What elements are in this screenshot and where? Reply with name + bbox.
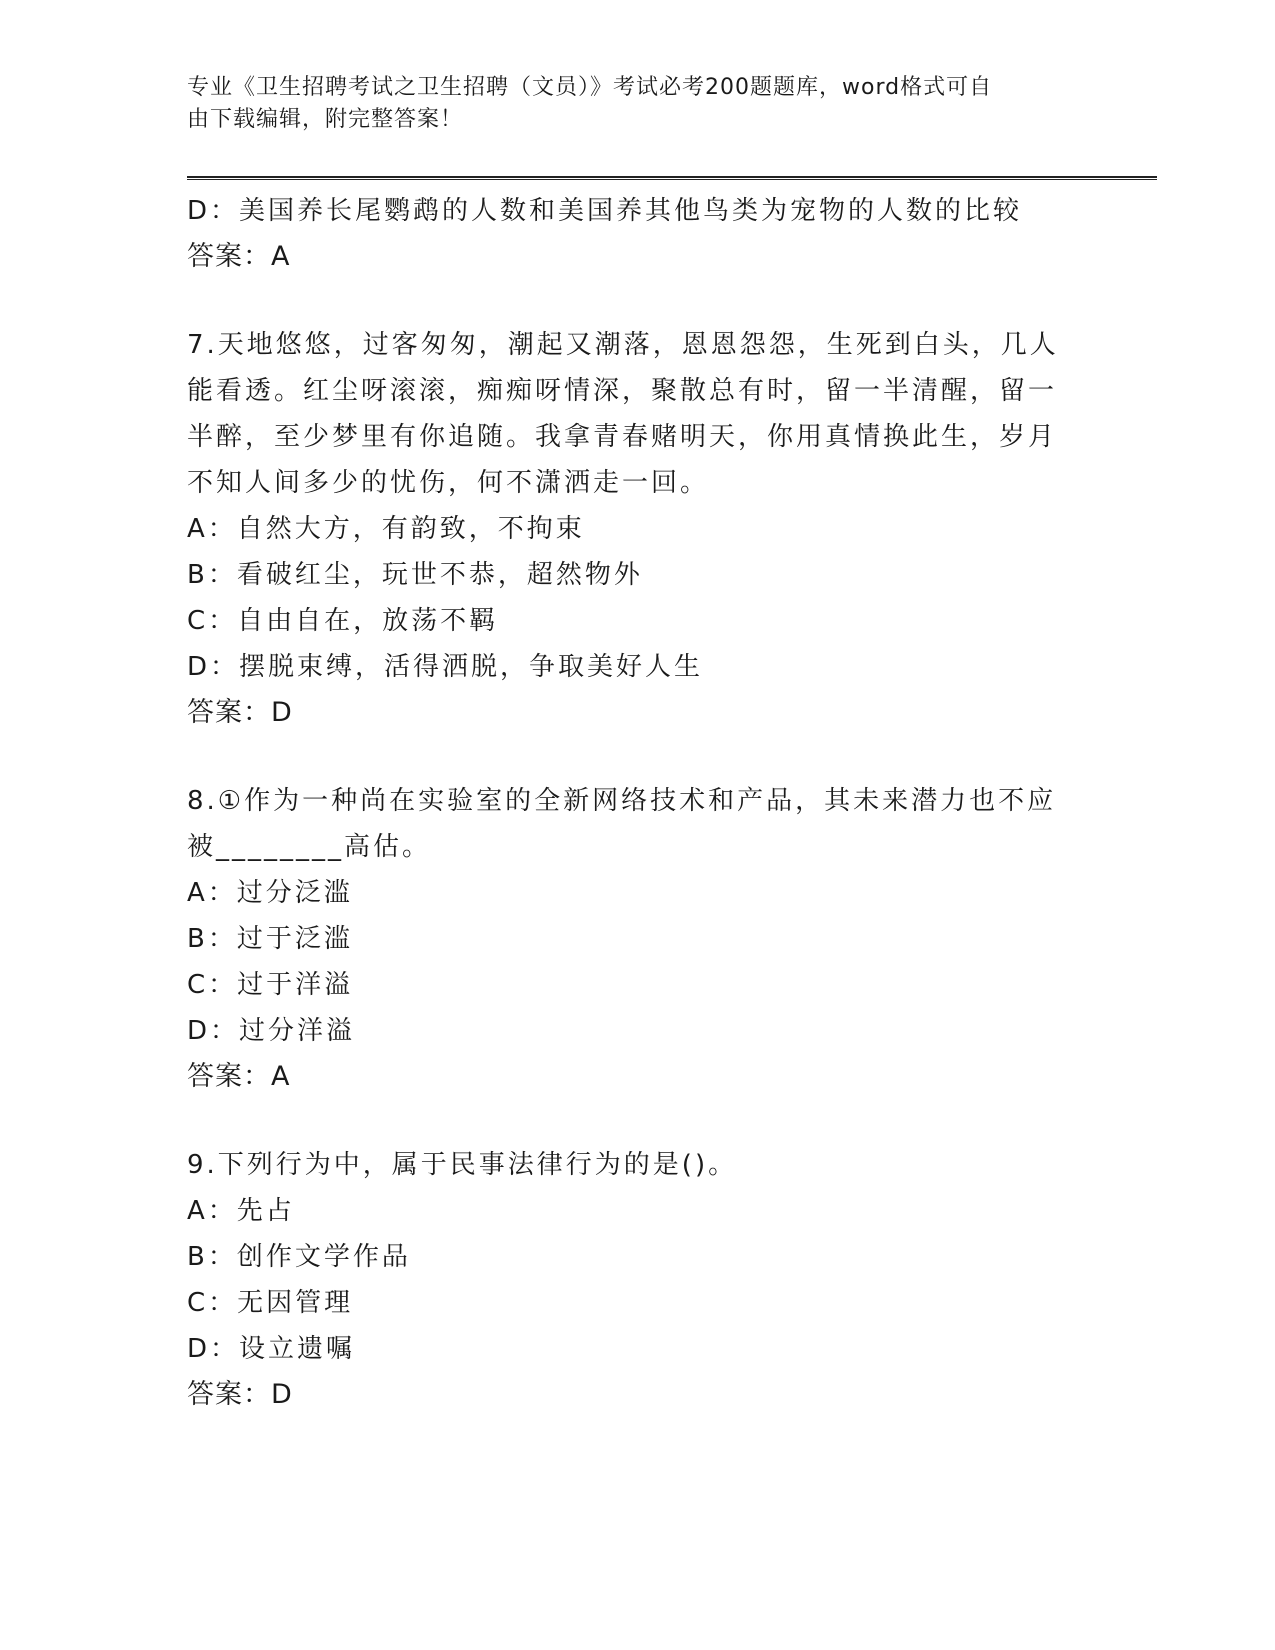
question-stem-line: 半醉，至少梦里有你追随。我拿青春赌明天，你用真情换此生，岁月 — [187, 422, 1058, 452]
option-d: D：设立遗嘱 — [187, 1334, 356, 1364]
answer-label: 答案：A — [187, 241, 291, 272]
option-d: D：美国养长尾鹦鹉的人数和美国养其他鸟类为宠物的人数的比较 — [187, 196, 1023, 226]
spacer — [187, 736, 1067, 778]
document-body — [187, 188, 1067, 1418]
answer-label: 答案：D — [187, 697, 293, 728]
spacer — [187, 1100, 1067, 1142]
option-d: D：摆脱束缚，活得洒脱，争取美好人生 — [187, 652, 704, 682]
header-line-1: 专业《卫生招聘考试之卫生招聘（文员）》考试必考200题题库，word格式可自 — [187, 75, 993, 100]
option-a: A：自然大方，有韵致，不拘束 — [187, 514, 585, 544]
question-stem-line: 8.①作为一种尚在实验室的全新网络技术和产品，其未来潜力也不应 — [187, 786, 1057, 816]
question-7 — [187, 322, 1067, 736]
option-a: A：先占 — [187, 1196, 295, 1226]
header-line-2: 由下载编辑，附完整答案！ — [187, 107, 464, 132]
answer-label: 答案：D — [187, 1379, 293, 1410]
option-d: D：过分洋溢 — [187, 1016, 356, 1046]
header-divider — [187, 176, 1157, 180]
answer-label: 答案：A — [187, 1061, 291, 1092]
document-header — [187, 72, 1067, 136]
question-stem-line: 9.下列行为中，属于民事法律行为的是()。 — [187, 1150, 738, 1180]
option-c: C：自由自在，放荡不羁 — [187, 606, 499, 636]
question-stem-line: 能看透。红尘呀滚滚，痴痴呀情深，聚散总有时，留一半清醒，留一 — [187, 376, 1058, 406]
spacer — [187, 280, 1067, 322]
question-stem-line: 被________高估。 — [187, 832, 432, 862]
option-c: C：过于洋溢 — [187, 970, 354, 1000]
question-8 — [187, 778, 1067, 1100]
option-b: B：看破红尘，玩世不恭，超然物外 — [187, 560, 643, 590]
question-stem-line: 7.天地悠悠，过客匆匆，潮起又潮落，恩恩怨怨，生死到白头，几人 — [187, 330, 1059, 360]
question-9 — [187, 1142, 1067, 1418]
option-b: B：创作文学作品 — [187, 1242, 411, 1272]
option-a: A：过分泛滥 — [187, 878, 353, 908]
option-c: C：无因管理 — [187, 1288, 354, 1318]
question-6-continued — [187, 188, 1067, 280]
option-b: B：过于泛滥 — [187, 924, 353, 954]
question-stem-line: 不知人间多少的忧伤，何不潇洒走一回。 — [187, 468, 710, 498]
